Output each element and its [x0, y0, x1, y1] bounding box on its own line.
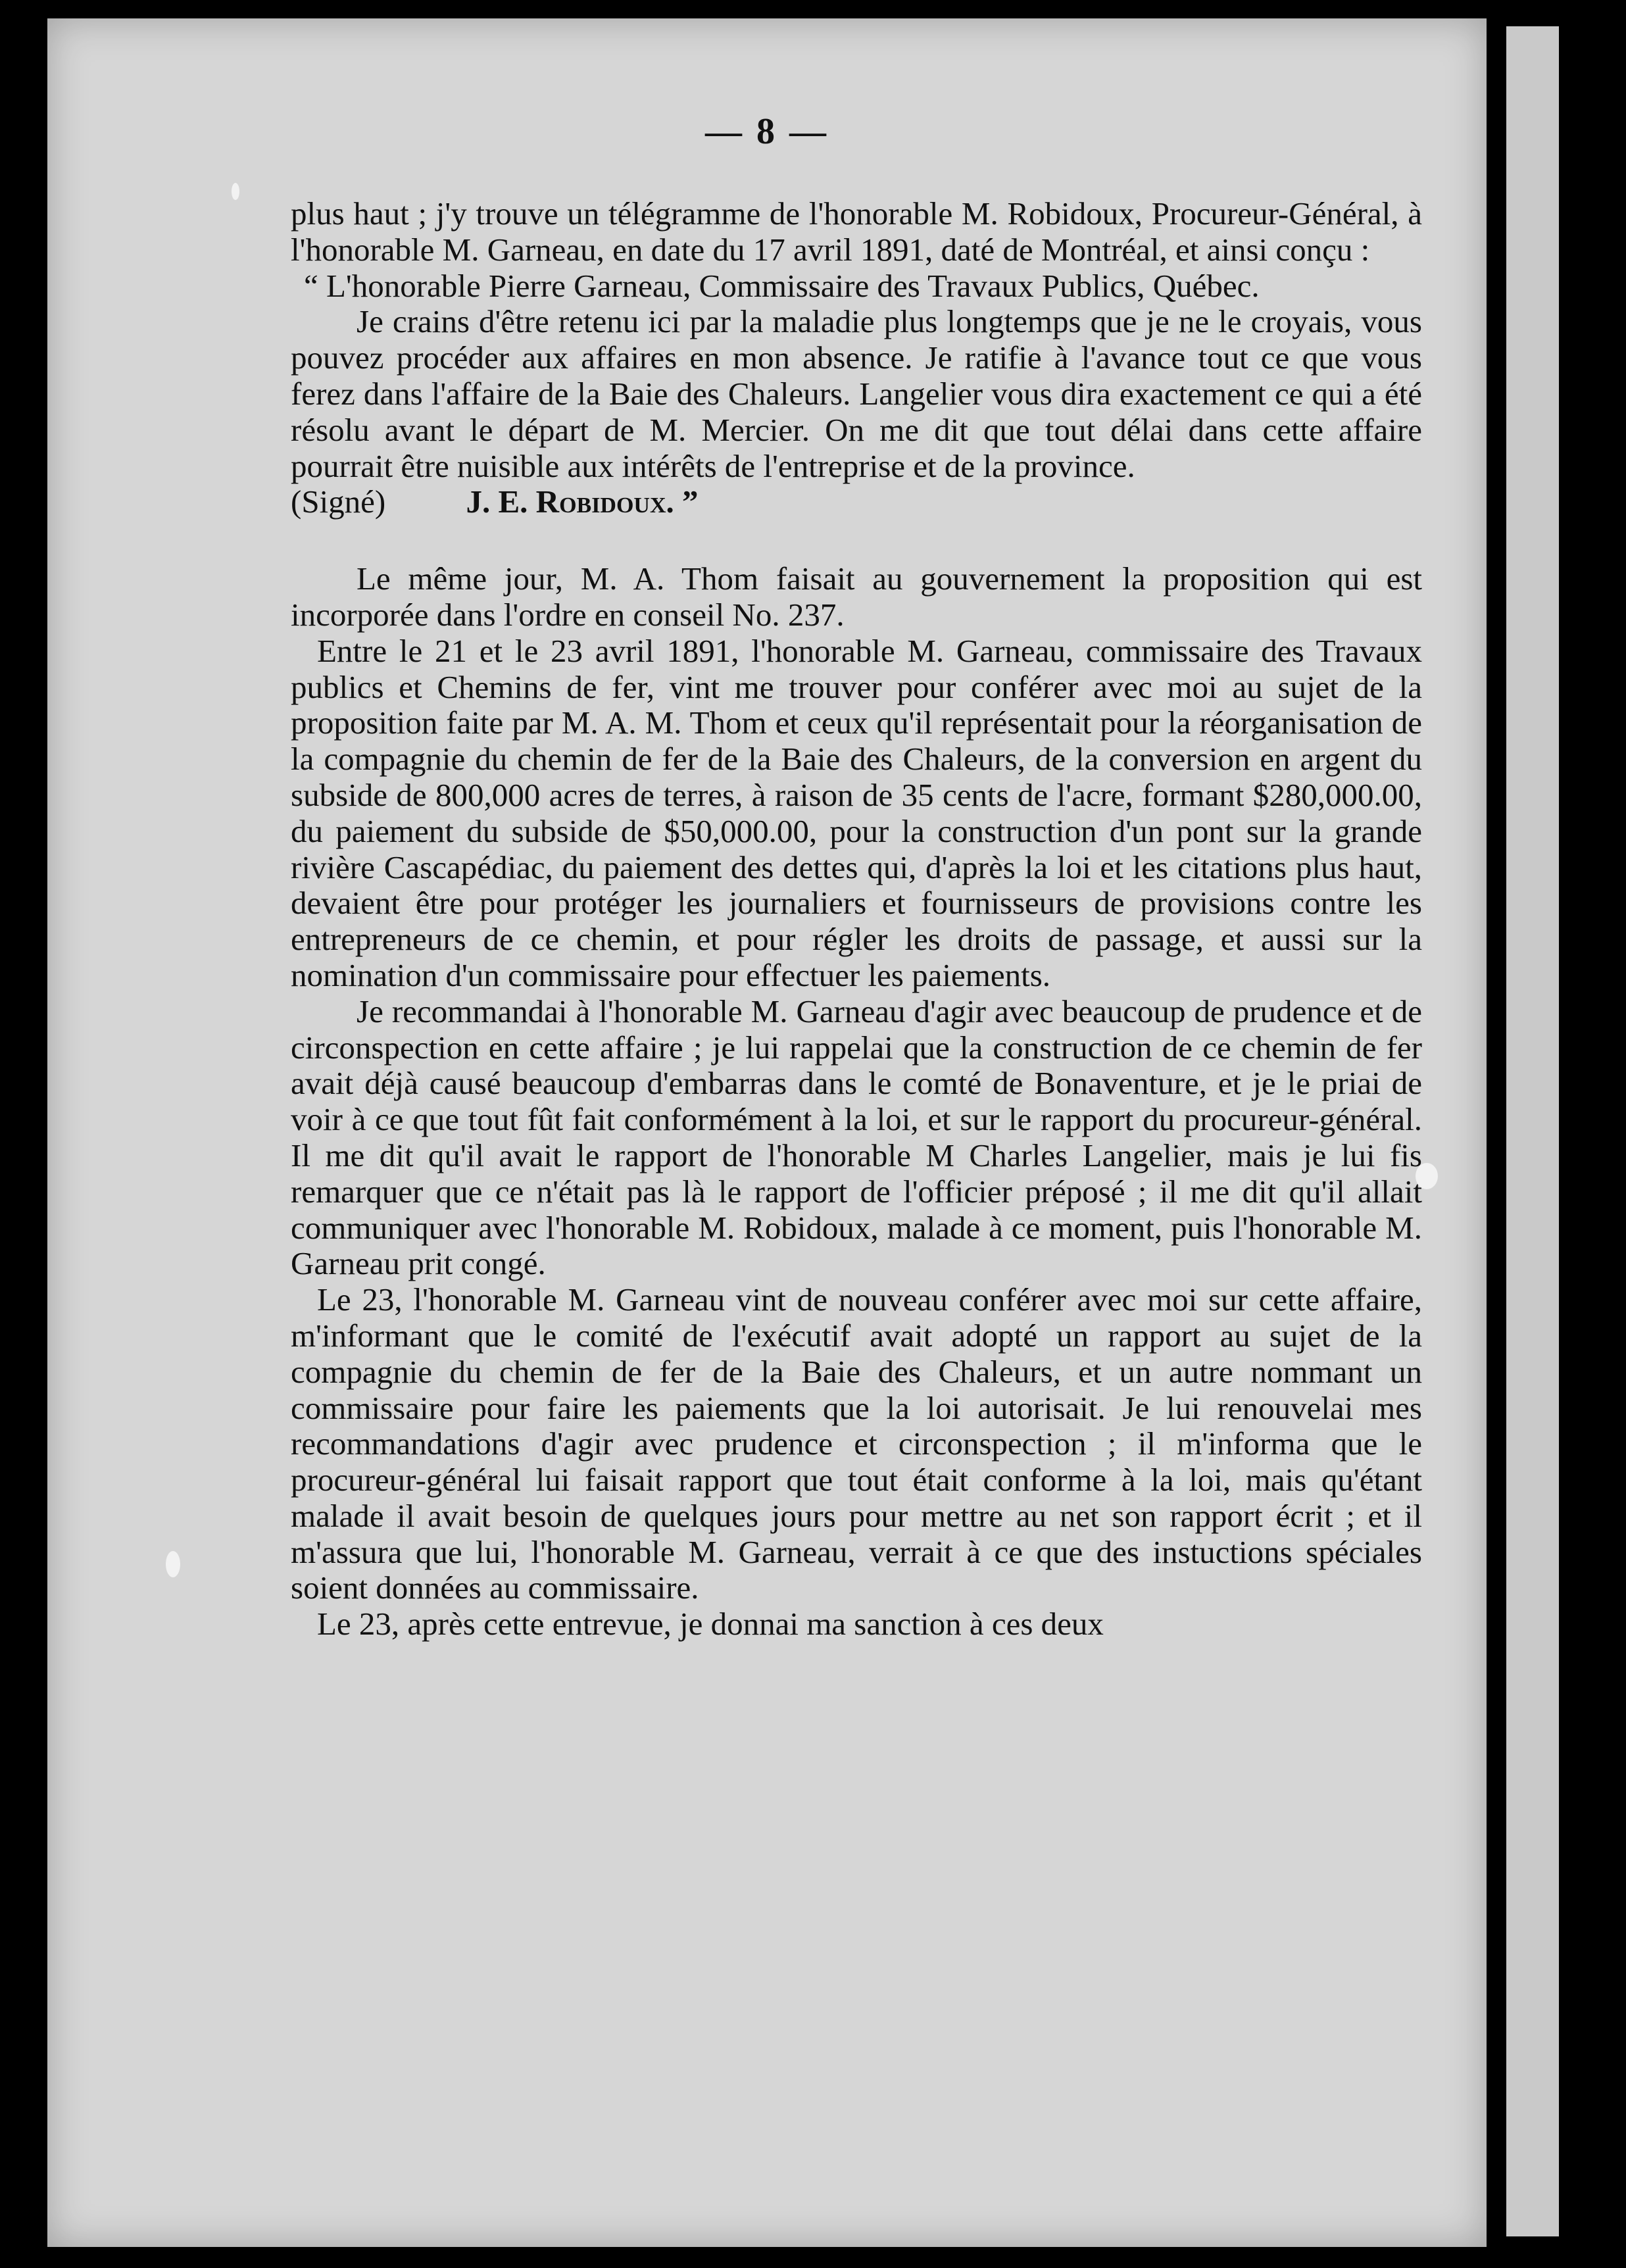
dust-speck — [232, 183, 239, 200]
adjacent-page-edge — [1506, 26, 1559, 2236]
paragraph: Le 23, après cette entrevue, je donnai ma sanction à ces deux — [317, 1606, 1104, 1642]
paragraph: plus haut ; j'y trouve un télégramme de l'honorable M. Robidoux, Procureur-Général, à l'honorable M. Garneau, en date du 17 avril 1891, daté de Montréal, et ainsi conçu : — [291, 195, 1422, 268]
scanned-page — [47, 18, 1487, 2247]
paragraph: Je recommandai à l'honorable M. Garneau d'agir avec beaucoup de prudence et de circonspection en cette affaire ; je lui rappelai que la construction de ce chemin de fer avait déjà causé beaucoup d'embarras dans le comté de Bonaventure, et je le priai de voir à ce que tout fût fait conformément à la loi, et sur le rapport du procureur-général. Il me dit qu'il avait le rapport de l'honorable M Charles Langelier, mais je lui fis remarquer que ce n'était pas là le rapport de l'officier préposé ; il me dit qu'il allait communiquer avec l'honorable M. Robidoux, malade à ce moment, puis l'honorable M. Garneau prit congé. — [291, 993, 1422, 1282]
telegram-body: Je crains d'être retenu ici par la maladie plus longtemps que je ne le croyais, vous pouvez procéder aux affaires en mon absence. Je ratifie à l'avance tout ce que vous ferez dans l'affaire de la Baie des Chaleurs. Langelier vous dira exactement ce qui a été résolu avant le départ de M. Mercier. On me dit que tout délai dans cette affaire pourrait être nuisible aux intérêts de l'entreprise et de la province. — [291, 303, 1422, 484]
telegram-address: “ L'honorable Pierre Garneau, Commissaire des Travaux Publics, Québec. — [304, 267, 1260, 304]
signature-name: J. E. Robidoux. ” — [466, 483, 699, 520]
paragraph: Le même jour, M. A. Thom faisait au gouvernement la proposition qui est incorporée dans l'ordre en conseil No. 237. — [291, 560, 1422, 633]
signature-signe: (Signé) — [291, 483, 386, 520]
page-number: — 8 — — [705, 111, 829, 152]
spacer — [291, 520, 1422, 561]
signature-line — [291, 484, 1422, 520]
dust-speck — [166, 1551, 180, 1577]
body-text — [291, 196, 1422, 1642]
paragraph: Entre le 21 et le 23 avril 1891, l'honorable M. Garneau, commissaire des Travaux publics et Chemins de fer, vint me trouver pour conférer avec moi au sujet de la proposition faite par M. A. M. Thom et ceux qu'il représentait pour la réorganisation de la compagnie du chemin de fer de la Baie des Chaleurs, de la conversion en argent du subside de 800,000 acres de terres, à raison de 35 cents de l'acre, formant $280,000.00, du paiement du subside de $50,000.00, pour la construction d'un pont sur la grande rivière Cascapédiac, du paiement des dettes qui, d'après la loi et les citations plus haut, devaient être pour protéger les journaliers et fournisseurs de provisions contre les entrepreneurs de ce chemin, et pour régler les droits de passage, et aussi sur la nomination d'un commissaire pour effectuer les paiements. — [291, 632, 1422, 993]
paragraph: Le 23, l'honorable M. Garneau vint de nouveau conférer avec moi sur cette affaire, m'informant que le comité de l'exécutif avait adopté un rapport au sujet de la compagnie du chemin de fer de la Baie des Chaleurs, et un autre nommant un commissaire pour faire les paiements que la loi autorisait. Je lui renouvelai mes recommandations d'agir avec prudence et circonspection ; il m'informa que le procureur-général lui faisait rapport que tout était conforme à la loi, mais qu'étant malade il avait besoin de quelques jours pour mettre au net son rapport écrit ; et il m'assura que lui, l'honorable M. Garneau, verrait à ce que des instuctions spéciales soient données au commissaire. — [291, 1281, 1422, 1606]
